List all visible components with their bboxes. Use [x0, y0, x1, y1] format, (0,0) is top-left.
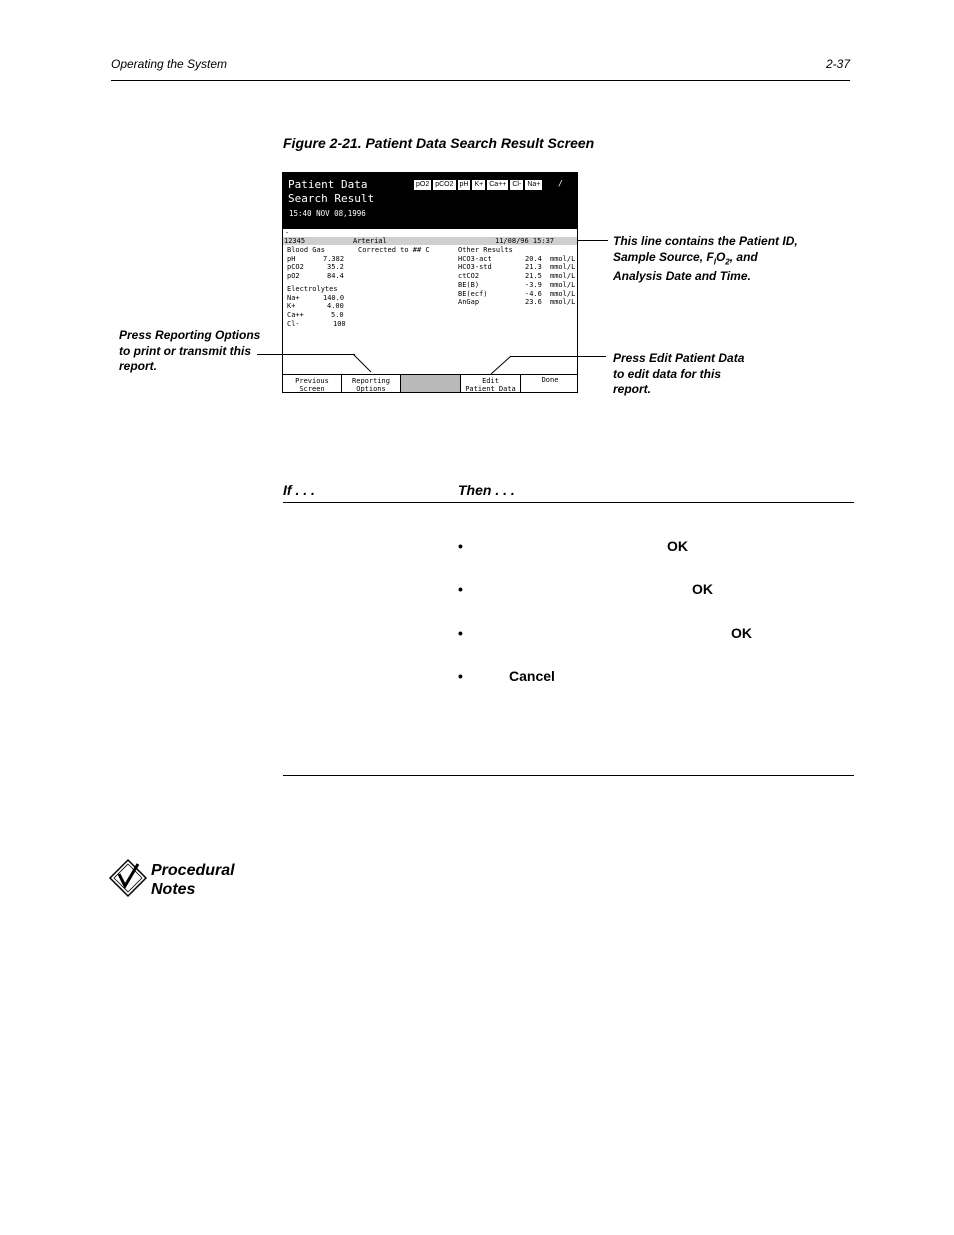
result-label: Cl- [287, 319, 300, 328]
result-value: 21.5 [525, 272, 542, 281]
result-label: BE(ecf) [458, 289, 488, 298]
tab-pco2[interactable]: pCO2 [435, 181, 454, 188]
then-column-header: Then . . . [458, 482, 515, 498]
screen-datetime: 15:40 NOV 08,1996 [289, 209, 366, 218]
other-results-heading: Other Results [458, 246, 513, 254]
blank-softkey[interactable] [401, 375, 461, 393]
bullet: • [458, 625, 463, 641]
ok-key-text: OK [667, 538, 688, 554]
procedural-notes-heading: Procedural Notes [151, 862, 235, 898]
previous-screen-button[interactable]: Previous Screen [283, 375, 342, 393]
tab-ca[interactable]: Ca++ [489, 181, 507, 188]
screen-marker: - [285, 229, 290, 237]
result-label: AnGap [458, 298, 480, 307]
leader-line-edit [510, 356, 606, 357]
result-value: 5.0 [331, 311, 344, 320]
leader-line-reporting [257, 354, 355, 355]
electrolytes-heading: Electrolytes [287, 285, 338, 293]
result-value: 35.2 [327, 263, 344, 272]
result-value: -4.6 [525, 289, 542, 298]
result-value: 7.382 [323, 254, 345, 263]
tab-po2[interactable]: pO2 [416, 181, 430, 188]
sample-source: Arterial [353, 237, 387, 245]
screen-slash: / [558, 179, 563, 188]
table-header-rule [283, 502, 854, 503]
figure-caption: Figure 2-21. Patient Data Search Result Screen [283, 135, 595, 151]
result-unit: mmol/L [550, 289, 576, 298]
page-number: 2-37 [826, 57, 851, 71]
ok-key-text: OK [692, 581, 713, 597]
result-value: 20.4 [525, 254, 542, 263]
table-bottom-rule [283, 775, 854, 776]
result-value: 23.6 [525, 298, 542, 307]
running-header-section: Operating the System [111, 57, 228, 71]
patient-id-line[interactable] [283, 237, 577, 245]
result-value: 4.00 [327, 302, 344, 311]
blood-gas-heading: Blood Gas [287, 246, 325, 254]
result-unit: mmol/L [550, 254, 576, 263]
result-value: -3.9 [525, 280, 542, 289]
tab-cl[interactable]: Cl- [512, 181, 522, 188]
ok-key-text: OK [731, 625, 752, 641]
leader-line-id [578, 240, 608, 241]
patient-id: 12345 [284, 237, 306, 245]
callout-reporting-options: Press Reporting Options to print or transmit this report. [119, 328, 261, 373]
result-label: pH [287, 254, 296, 263]
result-value: 140.0 [323, 293, 345, 302]
result-label: ctCO2 [458, 272, 480, 281]
checkmark-diamond-icon [108, 858, 148, 898]
result-unit: mmol/L [550, 263, 576, 272]
result-unit: mmol/L [550, 280, 576, 289]
bullet: • [458, 581, 463, 597]
done-button[interactable]: Done [541, 376, 559, 384]
result-value: 84.4 [327, 272, 344, 281]
screen-title: Patient Data Search Result [288, 178, 375, 205]
analysis-date-time: 11/08/96 15:37 [495, 237, 555, 245]
bullet: • [458, 538, 463, 554]
result-value: 21.3 [525, 263, 542, 272]
corrected-temp: Corrected to ## C [358, 246, 430, 254]
edit-patient-data-button[interactable]: Edit Patient Data [461, 375, 521, 393]
result-label: pO2 [287, 272, 300, 281]
analyte-tabs [414, 180, 542, 190]
result-label: pCO2 [287, 263, 304, 272]
result-label: HCO3-act [458, 254, 492, 263]
analyzer-screen [282, 172, 578, 393]
softkey-row [283, 374, 577, 393]
bullet: • [458, 668, 463, 684]
result-label: Ca++ [287, 311, 304, 320]
screen-title-bar [283, 173, 577, 229]
leader-diagonal-reporting [350, 352, 374, 374]
result-label: HCO3-std [458, 263, 492, 272]
callout-edit-patient-data: Press Edit Patient Data to edit data for this report. [613, 351, 745, 396]
if-column-header: If . . . [283, 482, 315, 498]
result-value: 100 [333, 319, 346, 328]
result-label: Na+ [287, 293, 300, 302]
leader-diagonal-edit [488, 354, 514, 376]
result-unit: mmol/L [550, 272, 576, 281]
result-label: K+ [287, 302, 296, 311]
tab-na[interactable]: Na+ [527, 181, 541, 188]
result-unit: mmol/L [550, 298, 576, 307]
tab-k[interactable]: K+ [474, 181, 484, 188]
reporting-options-button[interactable]: Reporting Options [342, 375, 401, 393]
callout-id-line: This line contains the Patient ID, Sample Source, $F_IO_2$, and Analysis Date and Time. [613, 234, 798, 284]
header-rule [111, 80, 850, 81]
result-label: BE(B) [458, 280, 480, 289]
tab-ph[interactable]: pH [459, 181, 469, 188]
cancel-key-text: Cancel [509, 668, 555, 684]
